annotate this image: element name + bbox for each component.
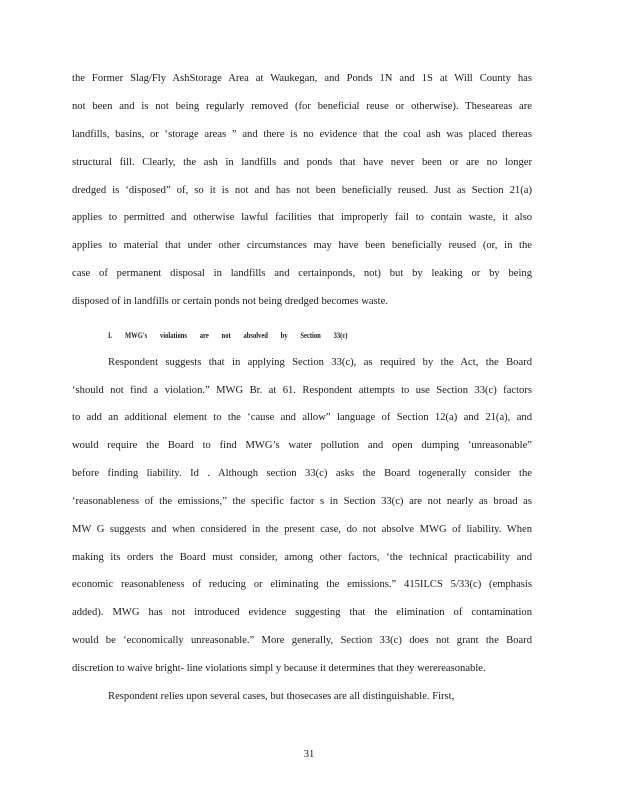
body-line: dredged is ‘disposed” of, so it is not and has not been beneficially reused. Just as Section 21(a) [72,185,532,196]
body-line: disposed of in landfills or certain ponds not being dredged becomes waste. [72,296,388,307]
body-line: economic reasonableness of reducing or eliminating the emissions.” 415ILCS 5/33(c) (emphasis [72,579,532,590]
body-line: ‘reasonableness of the emissions,” the specific factor s in Section 33(c) are not nearly as broad as [72,496,532,507]
body-line: to add an additional element to the ‘cause and allow” language of Section 12(a) and 21(a), and [72,412,532,423]
body-line: the Former Slag/Fly AshStorage Area at Waukegan, and Ponds 1N and 1S at Will County has [72,73,532,84]
body-line: would require the Board to find MWG’s water pollution and open dumping ‘unreasonable” [72,440,532,451]
body-line: applies to material that under other circumstances may have been beneficially reused (or, in the [72,240,532,251]
page-number: 31 [303,749,315,760]
body-line: applies to permitted and otherwise lawful facilities that improperly fail to contain waste, it also [72,212,532,223]
body-line: structural fill. Clearly, the ash in landfills and ponds that have never been or are no longer [72,157,532,168]
body-line: Respondent suggests that in applying Section 33(c), as required by the Act, the Board [108,357,532,368]
body-line: discretion to waive bright- line violations simpl y because it determines that they werereasonable. [72,663,486,674]
section-heading: I. MWG's violations are not absolved by Section 33(c) [108,331,348,340]
body-line: making its orders the Board must consider, among other factors, ‘the technical practicability and [72,552,532,563]
body-line: ‘should not find a violation.” MWG Br. at 61. Respondent attempts to use Section 33(c) factors [72,385,532,396]
body-line: landfills, basins, or ‘storage areas ” and there is no evidence that the coal ash was placed thereas [72,129,532,140]
body-line: Respondent relies upon several cases, but thosecases are all distinguishable. First, [108,691,455,702]
body-line: not been and is not being regularly removed (for beneficial reuse or otherwise). Theseareas are [72,101,532,112]
body-line: added). MWG has not introduced evidence suggesting that the elimination of contamination [72,607,532,618]
body-line: before finding liability. Id . Although section 33(c) asks the Board togenerally consider the [72,468,532,479]
body-line: MW G suggests and when considered in the present case, do not absolve MWG of liability. When [72,524,532,535]
body-line: would be ‘economically unreasonable.” More generally, Section 33(c) does not grant the Board [72,635,532,646]
body-line: case of permanent disposal in landfills and certainponds, not) but by leaking or by being [72,268,532,279]
